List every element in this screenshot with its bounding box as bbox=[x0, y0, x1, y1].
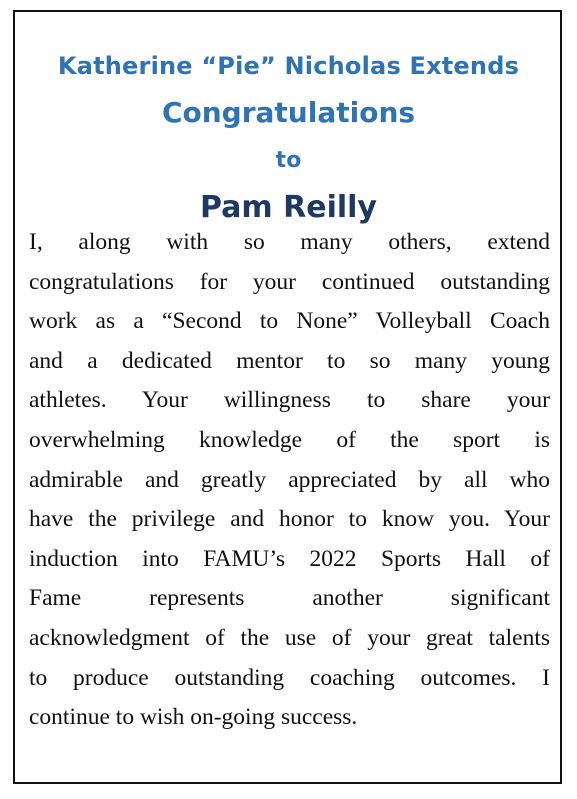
message-line: work as a “Second to None” Volleyball Coach bbox=[29, 308, 550, 335]
message-line: and a dedicated mentor to so many young bbox=[29, 347, 550, 374]
message-line: athletes. Your willingness to share your bbox=[29, 387, 550, 414]
message-line: admirable and greatly appreciated by all who bbox=[29, 466, 550, 493]
message-line: overwhelming knowledge of the sport is bbox=[29, 426, 550, 453]
message-line: Fame represents another significant bbox=[29, 585, 550, 612]
message-line: induction into FAMU’s 2022 Sports Hall of bbox=[29, 545, 550, 572]
message-line: congratulations for your continued outstanding bbox=[29, 268, 550, 295]
message-line: I, along with so many others, extend bbox=[29, 229, 550, 255]
heading-recipient: Pam Reilly bbox=[200, 190, 377, 225]
message-line: to produce outstanding coaching outcomes. I bbox=[29, 664, 550, 691]
message-line: have the privilege and honor to know you. Your bbox=[29, 506, 550, 533]
heading-sender: Katherine “Pie” Nicholas Extends bbox=[57, 52, 520, 80]
message-line: continue to wish on-going success. bbox=[29, 704, 358, 731]
heading-congratulations: Congratulations bbox=[161, 96, 416, 129]
message-line: acknowledgment of the use of your great talents bbox=[29, 624, 550, 651]
heading-to: to bbox=[275, 148, 302, 173]
message-body bbox=[29, 223, 550, 738]
